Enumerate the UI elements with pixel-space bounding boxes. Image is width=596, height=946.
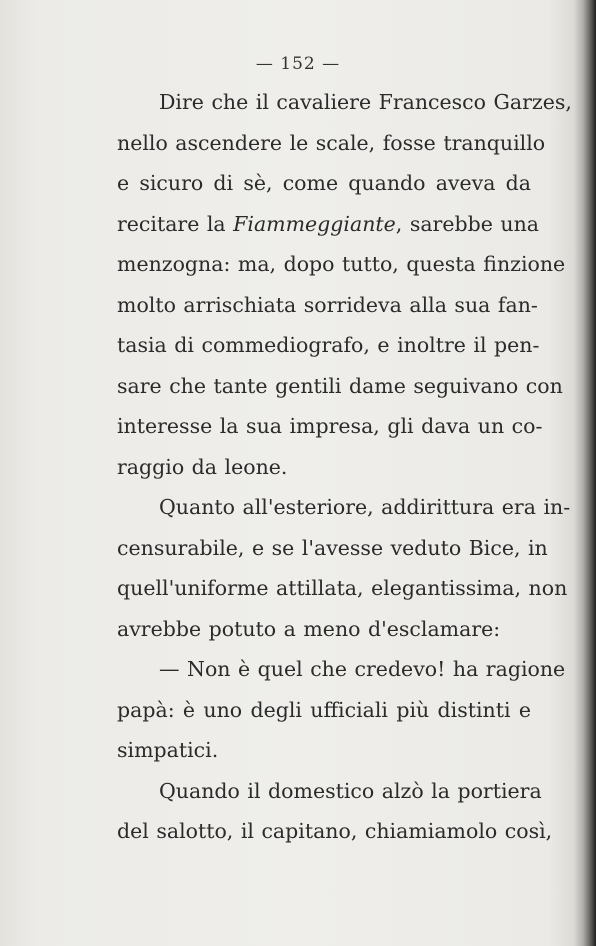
page-edge-shadow — [574, 0, 596, 946]
text-line: del salotto, il capitano, chiamiamolo così, — [117, 819, 553, 843]
text-line: — Non è quel che credevo! ha ragione — [159, 657, 566, 681]
text-line: censurabile, e se l'avesse veduto Bice, in — [117, 535, 548, 560]
italic-title: Fiammeggiante — [233, 211, 396, 236]
text-line: Quanto all'esteriore, addirittura era in- — [159, 495, 571, 519]
text-line: Quando il domestico alzò la portiera — [159, 778, 542, 803]
text-line: simpatici. — [117, 738, 219, 762]
text-line: Dire che il cavaliere Francesco Garzes, — [159, 90, 572, 114]
text-line: avrebbe potuto a meno d'esclamare: — [117, 616, 501, 641]
text-line: papà: è uno degli ufficiali più distinti e — [117, 697, 531, 722]
text-segment: , sarebbe una — [395, 211, 540, 236]
text-line: molto arrischiata sorrideva alla sua fan- — [117, 292, 538, 317]
text-line — [117, 204, 540, 245]
text-line: raggio da leone. — [117, 454, 288, 479]
text-line: e sicuro di sè, come quando aveva da — [117, 171, 531, 195]
text-line: quell'uniforme attillata, elegantissima, non — [117, 576, 568, 600]
text-line: interesse la sua impresa, gli dava un co- — [117, 414, 543, 438]
text-line: sare che tante gentili dame seguivano con — [117, 373, 563, 398]
body-text — [117, 82, 572, 852]
page-number: — 152 — — [255, 54, 341, 74]
text-line: menzogna: ma, dopo tutto, questa finzione — [117, 252, 566, 276]
text-segment: recitare la — [117, 211, 234, 236]
text-line: tasia di commediografo, e inoltre il pen- — [117, 333, 540, 357]
text-line: nello ascendere le scale, fosse tranquillo — [117, 130, 546, 155]
